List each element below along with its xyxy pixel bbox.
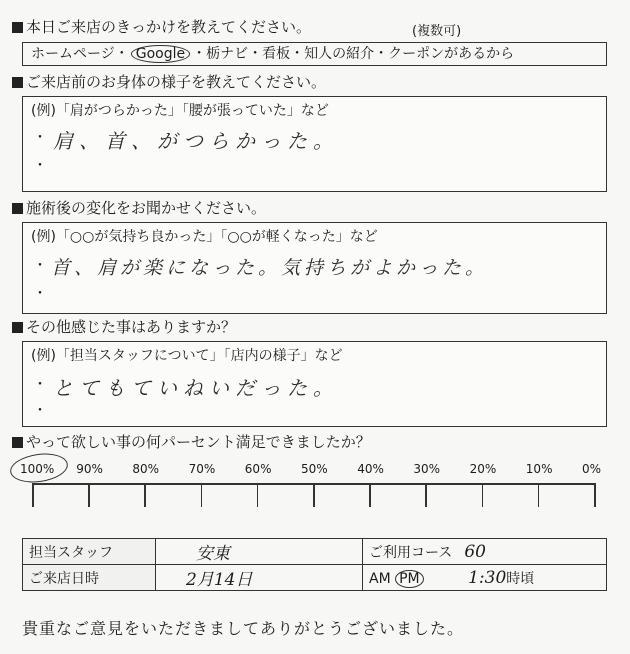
course-label: ご利用コース <box>363 539 459 565</box>
scale-label: 80% <box>132 462 160 476</box>
visit-reason-options[interactable] <box>22 42 607 66</box>
square-bullet-icon <box>12 77 23 88</box>
scale-tick[interactable] <box>369 483 371 507</box>
bullet-1: ・ <box>33 377 47 393</box>
q3-example: (例)「○○が気持ち良かった」「○○が軽くなった」など <box>31 229 378 245</box>
scale-label: 70% <box>188 462 216 476</box>
scale-label: 40% <box>357 462 384 476</box>
course-value[interactable]: 60 <box>458 539 606 565</box>
scale-tick[interactable] <box>482 483 484 507</box>
scale-label: 20% <box>469 462 497 476</box>
q5-heading-text: やって欲しい事の何パーセント満足できましたか？ <box>26 433 371 451</box>
time-suffix: 時頃 <box>506 570 535 587</box>
square-bullet-icon <box>12 22 23 33</box>
q4-handwritten-answer: とてもていねいだった。 <box>53 376 339 400</box>
q4-answer-box[interactable] <box>22 341 607 427</box>
q1-heading <box>12 18 311 36</box>
q3-heading-text: 施術後の変化をお聞かせください。 <box>26 199 267 217</box>
selected-option-google[interactable]: Google <box>131 45 190 63</box>
scale-label: 30% <box>413 462 441 476</box>
staff-value[interactable]: 安東 <box>156 539 363 565</box>
q4-heading-text: その他感じた事はありますか？ <box>26 318 237 336</box>
table-row <box>23 539 607 565</box>
q1-heading-text: 本日ご来店のきっかけを教えてください。 <box>26 18 312 36</box>
scale-tick[interactable] <box>144 483 146 507</box>
scale-label: 0% <box>582 462 602 476</box>
scale-tick[interactable] <box>32 483 34 507</box>
bullet-2: ・ <box>33 286 47 302</box>
scale-tick[interactable] <box>201 483 203 507</box>
bullet-1: ・ <box>33 130 47 146</box>
time-cell[interactable] <box>363 565 607 591</box>
square-bullet-icon <box>12 203 23 214</box>
scale-tick[interactable] <box>594 483 596 507</box>
pm-label-circled: PM <box>395 570 424 588</box>
options-before: ホームページ・ <box>31 46 129 62</box>
q4-heading <box>12 318 236 336</box>
scale-label: 100% <box>20 462 55 476</box>
q5-heading <box>12 433 371 451</box>
scale-tick[interactable] <box>538 483 540 507</box>
scale-baseline <box>32 483 594 485</box>
scale-tick[interactable] <box>425 483 427 507</box>
staff-label: 担当スタッフ <box>23 539 156 565</box>
scale-tick[interactable] <box>313 483 315 507</box>
date-label: ご来店日時 <box>23 565 156 591</box>
q3-handwritten-answer: 首、肩が楽になった。気持ちがよかった。 <box>51 257 489 279</box>
visit-info-table <box>22 538 607 591</box>
scale-label: 60% <box>244 462 272 476</box>
square-bullet-icon <box>12 322 23 333</box>
scale-tick[interactable] <box>88 483 90 507</box>
date-value[interactable]: 2月14日 <box>156 565 363 591</box>
scale-label: 50% <box>301 462 328 476</box>
closing-message: 貴重なご意見をいただきましてありがとうございました。 <box>22 619 465 638</box>
scale-label: 90% <box>76 462 103 476</box>
scale-label: 10% <box>525 462 553 476</box>
q3-answer-box[interactable] <box>22 222 607 314</box>
multi-select-note: (複数可) <box>412 24 462 39</box>
q2-answer-box[interactable] <box>22 96 607 192</box>
bullet-1: ・ <box>33 258 47 274</box>
am-label: AM <box>369 570 391 587</box>
q2-heading <box>12 73 326 91</box>
table-row <box>23 565 607 591</box>
q2-handwritten-answer: 肩、首、がつらかった。 <box>53 129 339 153</box>
q2-heading-text: ご来店前のお身体の様子を教えてください。 <box>26 73 327 91</box>
scale-tick[interactable] <box>257 483 259 507</box>
q2-example: (例)「肩がつらかった」「腰が張っていた」など <box>31 103 329 119</box>
q4-example: (例)「担当スタッフについて」「店内の様子」など <box>31 348 343 364</box>
time-value: 1:30 <box>468 567 507 588</box>
options-after: ・栃ナビ・看板・知人の紹介・クーポンがあるから <box>192 46 515 62</box>
bullet-2: ・ <box>33 158 47 174</box>
q3-heading <box>12 199 266 217</box>
bullet-2: ・ <box>33 403 47 419</box>
square-bullet-icon <box>12 437 23 448</box>
